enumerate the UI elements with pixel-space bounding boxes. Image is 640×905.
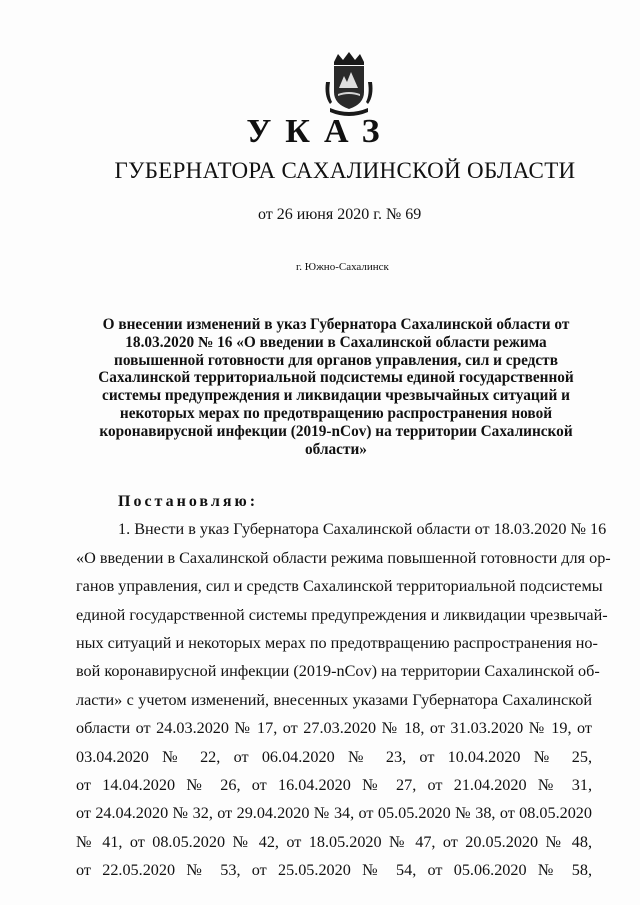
body-line: ганов управления, сил и средств Сахалинской территориальной подсистемы [76, 577, 603, 595]
body-line: ласти» с учетом изменений, внесенных указами Губернатора Сахалинской [76, 691, 592, 709]
coat-of-arms-emblem [322, 52, 376, 118]
document-type: УКАЗ [246, 113, 394, 150]
body-line: ных ситуаций и некоторых мерах по предотвращению распространения но- [76, 634, 598, 652]
issuer-title: ГУБЕРНАТОРА САХАЛИНСКОЙ ОБЛАСТИ [114, 158, 576, 183]
body-line: вой коронавирусной инфекции (2019-nCov) на территории Сахалинской об- [76, 662, 600, 680]
document-city: г. Южно-Сахалинск [296, 261, 389, 273]
body-line: 1. Внести в указ Губернатора Сахалинской области от 18.03.2020 № 16 [118, 520, 607, 538]
body-line: 03.04.2020 № 22, от 06.04.2020 № 23, от 10.04.2020 № 25, [76, 748, 592, 766]
body-line: от 14.04.2020 № 26, от 16.04.2020 № 27, от 21.04.2020 № 31, [76, 776, 592, 794]
document-date-number: от 26 июня 2020 г. № 69 [258, 206, 422, 223]
body-line: от 22.05.2020 № 53, от 25.05.2020 № 54, от 05.06.2020 № 58, [76, 861, 592, 879]
body-line: № 41, от 08.05.2020 № 42, от 18.05.2020 № 47, от 20.05.2020 № 48, [76, 833, 592, 851]
resolve-heading: Постановляю: [118, 493, 259, 510]
body-line: единой государственной системы предупреждения и ликвидации чрезвычай- [76, 606, 608, 624]
body-line: от 24.04.2020 № 32, от 29.04.2020 № 34, от 05.05.2020 № 38, от 08.05.2020 [76, 804, 592, 822]
document-subject: О внесении изменений в указ Губернатора Сахалинской области от 18.03.2020 № 16 «О введении в Сахалинской области режима повышенной готовности для органов управления, сил и средств Сахалинской территориальной подсистемы единой государственной системы предупреждения и ликвидации чрезвычайных ситуаций и некоторых мерах по предотвращению распространения новой коронавирусной инфекции (2019-nCov) на территории Сахалинской области» [98, 316, 574, 458]
body-line: области от 24.03.2020 № 17, от 27.03.2020 № 18, от 31.03.2020 № 19, от [76, 719, 592, 737]
body-line: «О введении в Сахалинской области режима повышенной готовности для ор- [76, 549, 611, 567]
